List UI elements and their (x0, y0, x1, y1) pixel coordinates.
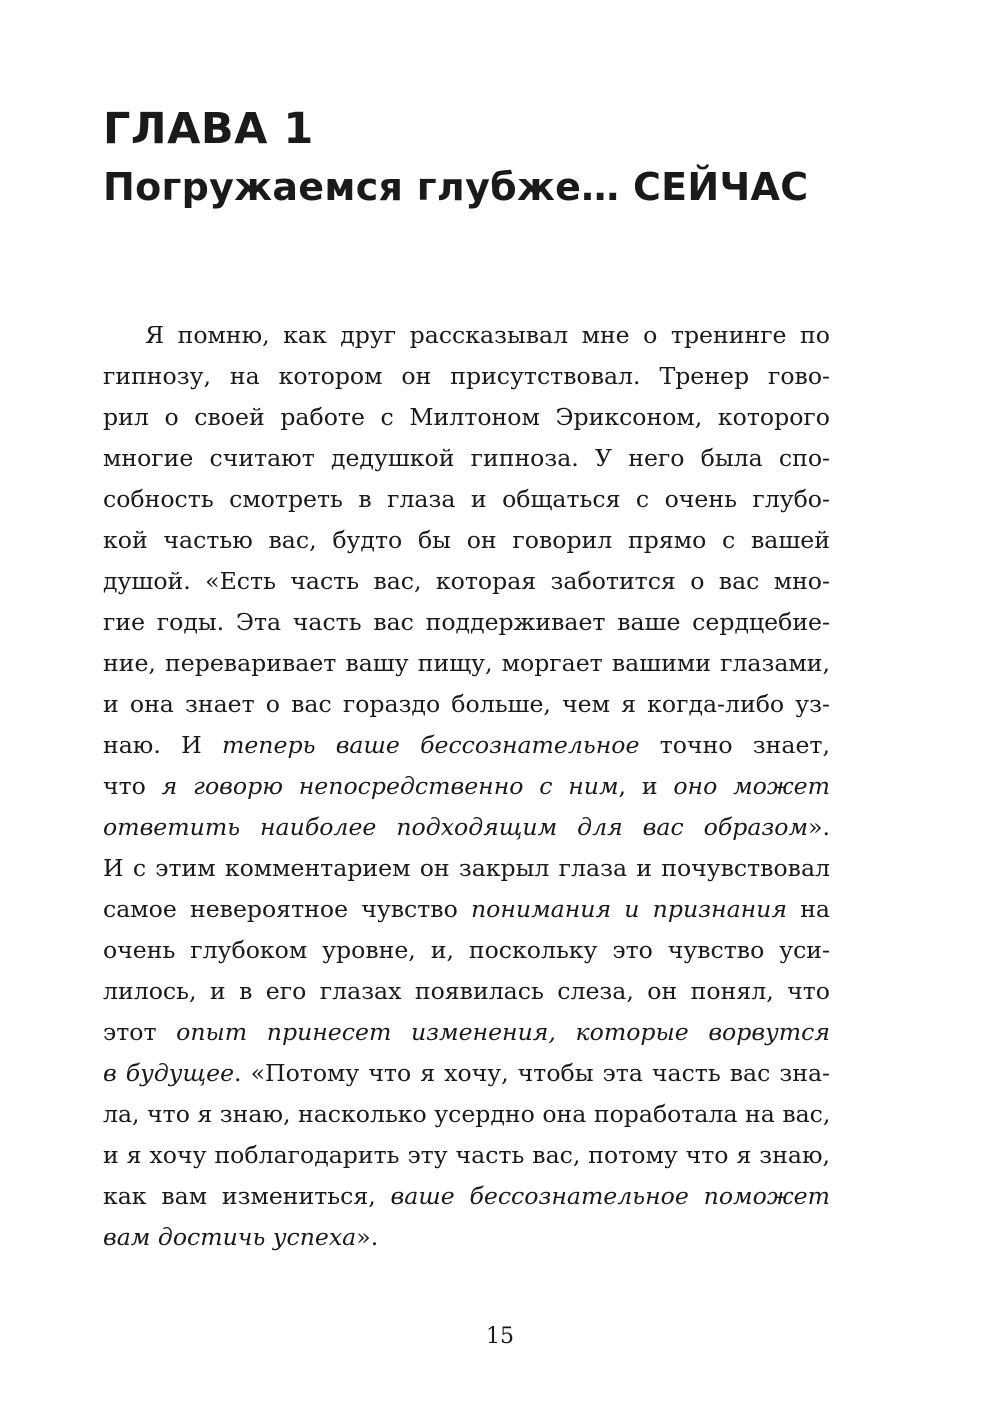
text-line: что я говорю непосредственно с ним, и оно может (103, 772, 830, 800)
emphasis-text: в будущее (103, 1059, 235, 1087)
emphasis-text: теперь ваше бессознательное (221, 731, 640, 759)
text-line: ответить наиболее подходящим для вас образом». (103, 813, 830, 841)
text-line: и я хочу поблагодарить эту часть вас, потому что я знаю, (103, 1141, 830, 1169)
text-line: самое невероятное чувство понимания и признания на (103, 895, 830, 923)
chapter-title: Погружаемся глубже… СЕЙЧАС (103, 165, 809, 209)
text-line: наю. И теперь ваше бессознательное точно знает, (103, 731, 830, 759)
body-paragraph (103, 315, 830, 1258)
text-line: вам достичь успеха». (103, 1223, 379, 1251)
chapter-number: ГЛАВА 1 (103, 104, 314, 154)
text-line: в будущее. «Потому что я хочу, чтобы эта часть вас зна- (103, 1059, 830, 1087)
text-line: ние, переваривает вашу пищу, моргает вашими глазами, (103, 649, 830, 677)
text-line: рил о своей работе с Милтоном Эриксоном, которого (103, 403, 830, 431)
page-number: 15 (486, 1324, 514, 1349)
text-line: ла, что я знаю, насколько усердно она поработала на вас, (103, 1100, 831, 1128)
emphasis-text: вам достичь успеха (103, 1223, 357, 1251)
emphasis-text: ответить наиболее подходящим для вас образом (103, 813, 809, 841)
text-line: гие годы. Эта часть вас поддерживает ваше сердцебие- (103, 608, 830, 636)
emphasis-text: опыт принесет изменения, которые ворвутся (176, 1018, 830, 1046)
text-line: душой. «Есть часть вас, которая заботится о вас мно- (103, 567, 830, 595)
text-line: И с этим комментарием он закрыл глаза и почувствовал (103, 854, 830, 882)
text-line: этот опыт принесет изменения, которые ворвутся (103, 1018, 830, 1046)
emphasis-text: понимания и признания (470, 895, 787, 923)
chapter-header (103, 100, 903, 216)
text-line: многие считают дедушкой гипноза. У него была спо- (103, 444, 830, 472)
text-line: собность смотреть в глаза и общаться с очень глубо- (103, 485, 830, 513)
text-line: очень глубоком уровне, и, поскольку это чувство уси- (103, 936, 830, 964)
text-line: лилось, и в его глазах появилась слеза, он понял, что (103, 977, 830, 1005)
text-line: как вам измениться, ваше бессознательное поможет (103, 1182, 830, 1210)
text-line: кой частью вас, будто бы он говорил прямо с вашей (103, 526, 830, 554)
emphasis-text: я говорю непосредственно с ним (161, 772, 619, 800)
text-line: Я помню, как друг рассказывал мне о тренинге по (145, 321, 830, 349)
emphasis-text: ваше бессознательное поможет (390, 1182, 830, 1210)
text-line: и она знает о вас гораздо больше, чем я когда-либо уз- (103, 690, 830, 718)
text-line: гипнозу, на котором он присутствовал. Тренер гово- (103, 362, 830, 390)
emphasis-text: оно может (673, 772, 830, 800)
